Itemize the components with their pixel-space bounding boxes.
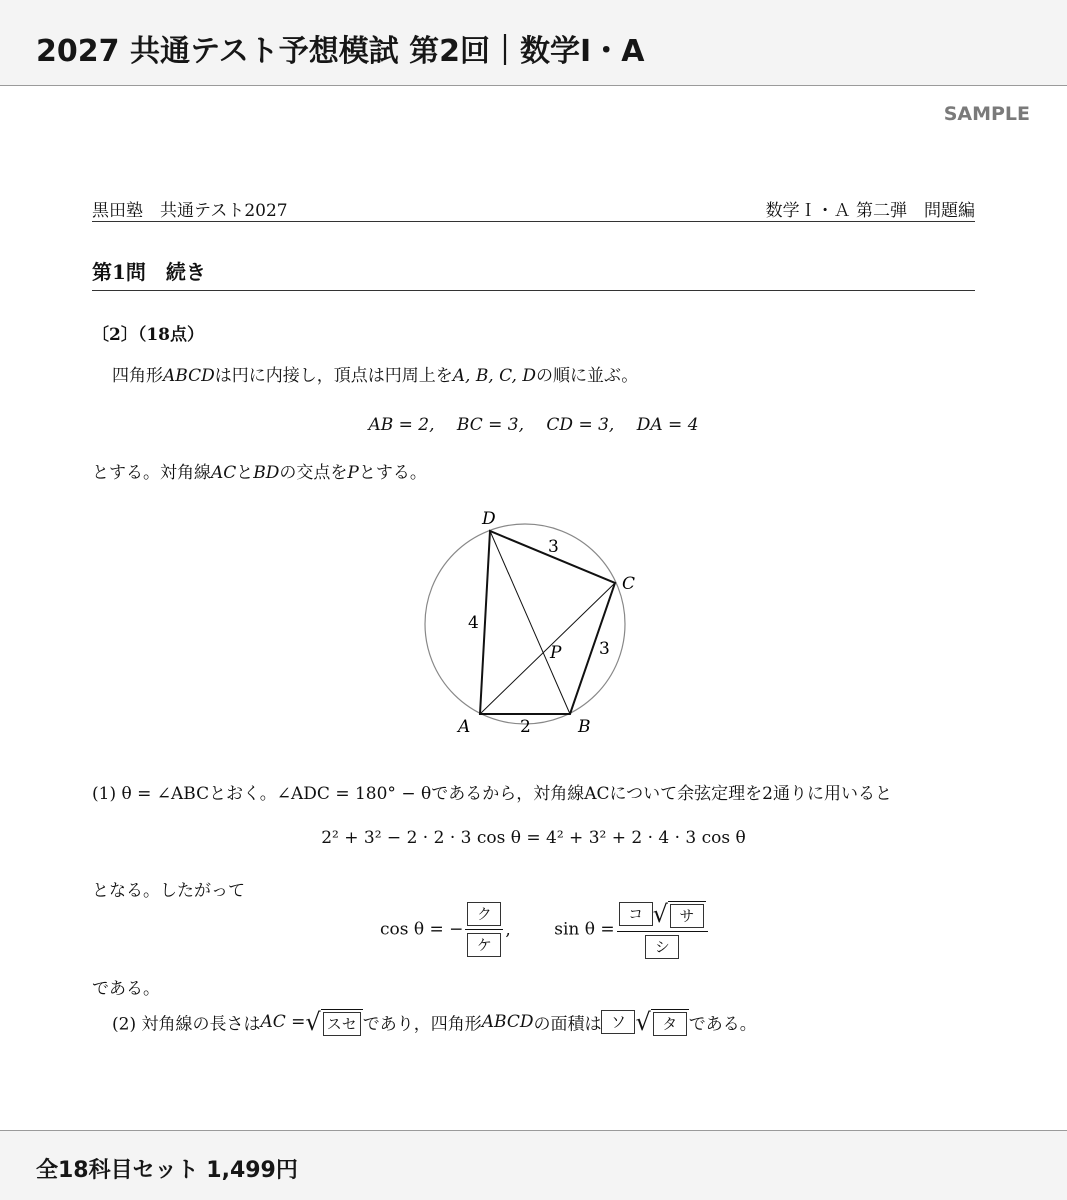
q2-abcd: ABCD [481, 1012, 534, 1032]
defs-bd: BD [253, 463, 280, 483]
defs-text-d: とする。 [358, 463, 427, 483]
defs-p: P [347, 463, 359, 483]
running-head-left: 黒田塾 共通テスト2027 [92, 201, 288, 221]
section-title: 第1問 続き [92, 260, 206, 284]
answer-box-ko[interactable]: コ [619, 902, 653, 926]
cos-fraction [465, 902, 503, 957]
answer-box-sa[interactable]: サ [670, 904, 704, 928]
problem-label: 〔2〕（18点） [92, 325, 204, 345]
problem-intro [112, 361, 638, 386]
sin-fraction [617, 900, 708, 959]
diagonal-ac [480, 583, 615, 714]
question-1-end: である。 [92, 979, 160, 999]
running-head-right: 数学Ｉ・Ａ 第二弾 問題編 [765, 201, 975, 221]
header-bar [0, 0, 1067, 86]
inscribed-quadrilateral-figure [400, 500, 660, 750]
cosine-law-equation: 2² + 3² − 2 · 2 · 3 cos θ = 4² + 3² + 2 · 4 · 3 cos θ [321, 828, 746, 848]
circumcircle [425, 524, 625, 724]
side-label-cd: 3 [548, 537, 559, 557]
given-equation: AB = 2, BC = 3, CD = 3, DA = 4 [368, 415, 699, 435]
footer-bar [0, 1130, 1067, 1200]
side-label-ab: 2 [520, 717, 531, 737]
sqrt-symbol: √ サ [653, 900, 706, 928]
sqrt-ac: √ スセ [305, 1008, 362, 1036]
answer-box-ku[interactable]: ク [467, 902, 501, 926]
intro-text-a: 四角形 [112, 366, 163, 386]
sample-watermark: SAMPLE [943, 103, 1030, 125]
vertex-label-c: C [622, 574, 636, 594]
q2-ac-label: AC = [260, 1012, 306, 1032]
answer-box-suse[interactable]: スセ [323, 1012, 361, 1036]
cos-label: cos θ = − [380, 919, 464, 940]
intro-text-c: の順に並ぶ。 [535, 366, 639, 386]
defs-ac: AC [211, 463, 237, 483]
vertex-label-a: A [458, 717, 471, 737]
question-2 [112, 1008, 757, 1036]
answer-box-ke[interactable]: ケ [467, 933, 501, 957]
question-1-after: となる。したがって [92, 881, 245, 901]
intersection-label-p: P [550, 643, 562, 663]
quadrilateral-abcd [480, 531, 615, 714]
answer-box-shi[interactable]: シ [645, 935, 679, 959]
q2-mid: であり，四角形 [362, 1014, 482, 1035]
sqrt-area: √ タ [635, 1008, 688, 1036]
cos-sin-answers: cos θ = − $\frac{\text{ク}}{\text{ケ}}$ , sin θ = $\frac{\text{コ √ サ}}{\text{シ}}$ [380, 900, 710, 959]
sin-label: sin θ = [554, 919, 615, 940]
vertex-label-d: D [482, 509, 496, 529]
answer-box-so[interactable]: ソ [601, 1010, 635, 1034]
given-lengths [0, 410, 1067, 435]
intro-text-b: は円に内接し，頂点は円周上を [214, 366, 453, 386]
q2-lead: (2) 対角線の長さは [112, 1014, 261, 1035]
defs-text-c: の交点を [279, 463, 348, 483]
side-label-bc: 3 [599, 639, 610, 659]
side-label-da: 4 [468, 613, 479, 633]
vertex-label-b: B [578, 717, 591, 737]
answer-box-ta[interactable]: タ [653, 1012, 687, 1036]
defs-text-a: とする。対角線 [92, 463, 211, 483]
defs-text-b: と [236, 463, 254, 483]
page-title: 2027 共通テスト予想模試 第2回｜数学I・A [36, 34, 645, 69]
question-1-lead: (1) θ = ∠ABCとおく。∠ADC = 180° − θであるから，対角線ACについて余弦定理を2通りに用いると [92, 784, 892, 804]
section-heading [92, 256, 975, 291]
problem-defs [92, 458, 427, 483]
intro-points: A, B, C, D [452, 366, 536, 386]
q2-end: である。 [688, 1014, 757, 1035]
price-text: 全18科目セット 1,499円 [36, 1158, 298, 1183]
running-head [92, 196, 975, 222]
q2-area: の面積は [533, 1014, 602, 1035]
intro-abcd: ABCD [163, 366, 215, 386]
